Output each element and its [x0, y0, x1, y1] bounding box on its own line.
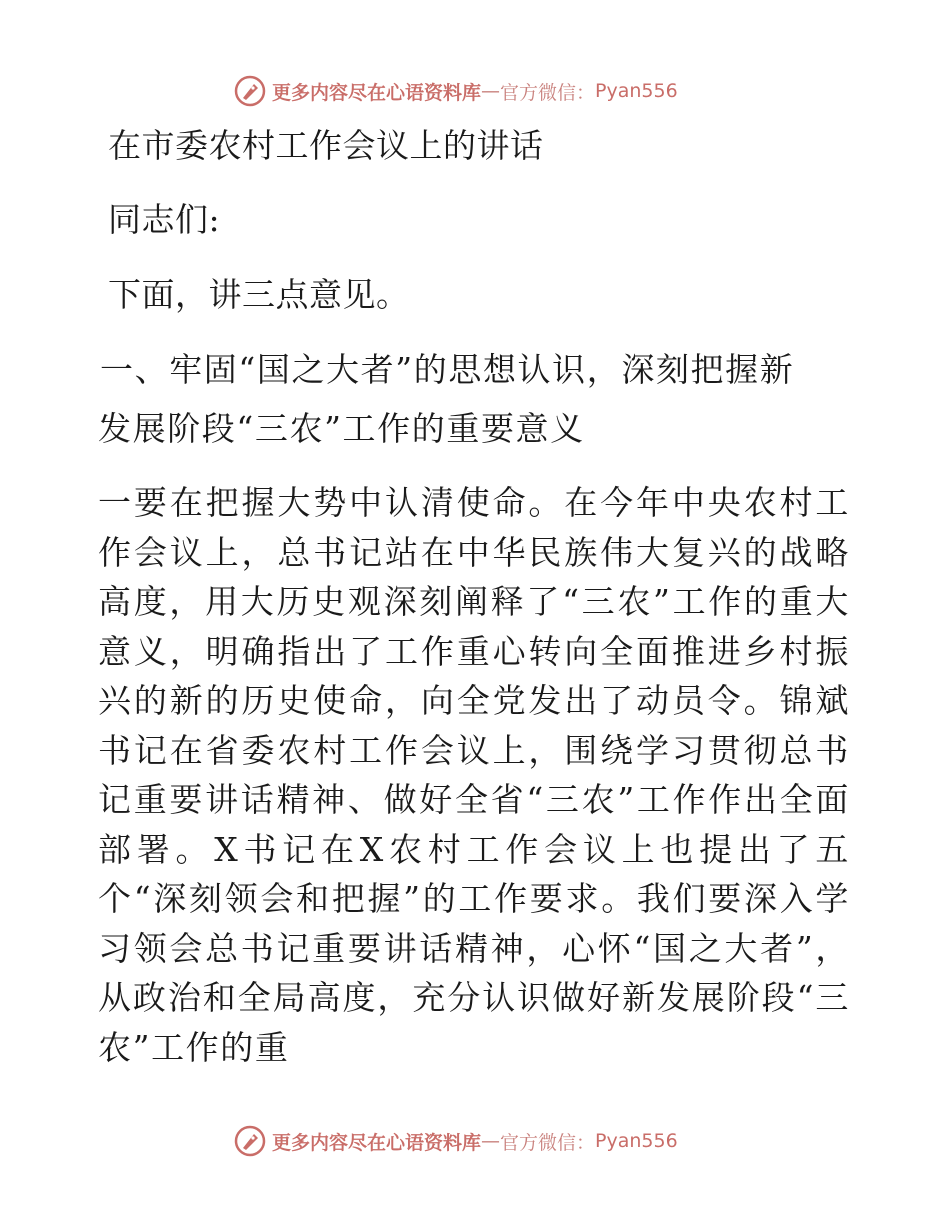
watermark-wechat-id: Pyan556 — [595, 80, 678, 102]
footer-watermark — [234, 1124, 678, 1158]
watermark-dash: — — [481, 1130, 501, 1152]
pen-nib-logo-icon — [234, 1125, 266, 1157]
watermark-dash: — — [481, 80, 501, 102]
section-heading-line-2: 发展阶段“三农”工作的重要意义 — [98, 409, 585, 448]
section-heading-line-1: 一、牢固“国之大者”的思想认识，深刻把握新 — [100, 350, 795, 389]
paragraph-1: 一要在把握大势中认清使命。在今年中央农村工作会议上，总书记站在中华民族伟大复兴的战略高度，用大历史观深刻阐释了“三农”工作的重大意义，明确指出了工作重心转向全面推进乡村振兴的新的历史使命，向全党发出了动员令。锦斌书记在省委农村工作会议上，围绕学习贯彻总书记重要讲话精神、做好全省“三农”工作作出全面部署。X书记在X农村工作会议上也提出了五个“深刻领会和把握”的工作要求。我们要深入学习领会总书记重要讲话精神，心怀“国之大者”，从政治和全局高度，充分认识做好新发展阶段“三农”工作的重 — [98, 483, 850, 1067]
pen-nib-logo-icon — [234, 75, 266, 107]
watermark-wechat-id: Pyan556 — [595, 1130, 678, 1152]
header-watermark — [234, 74, 678, 108]
document-title: 在市委农村工作会议上的讲话 — [108, 126, 544, 165]
watermark-main-text: 更多内容尽在心语资料库 — [272, 1131, 482, 1154]
salutation: 同志们: — [108, 200, 221, 239]
intro-sentence: 下面，讲三点意见。 — [108, 275, 410, 314]
watermark-main-text: 更多内容尽在心语资料库 — [272, 81, 482, 104]
watermark-official-label: 官方微信： — [500, 1131, 596, 1154]
watermark-official-label: 官方微信： — [500, 81, 596, 104]
